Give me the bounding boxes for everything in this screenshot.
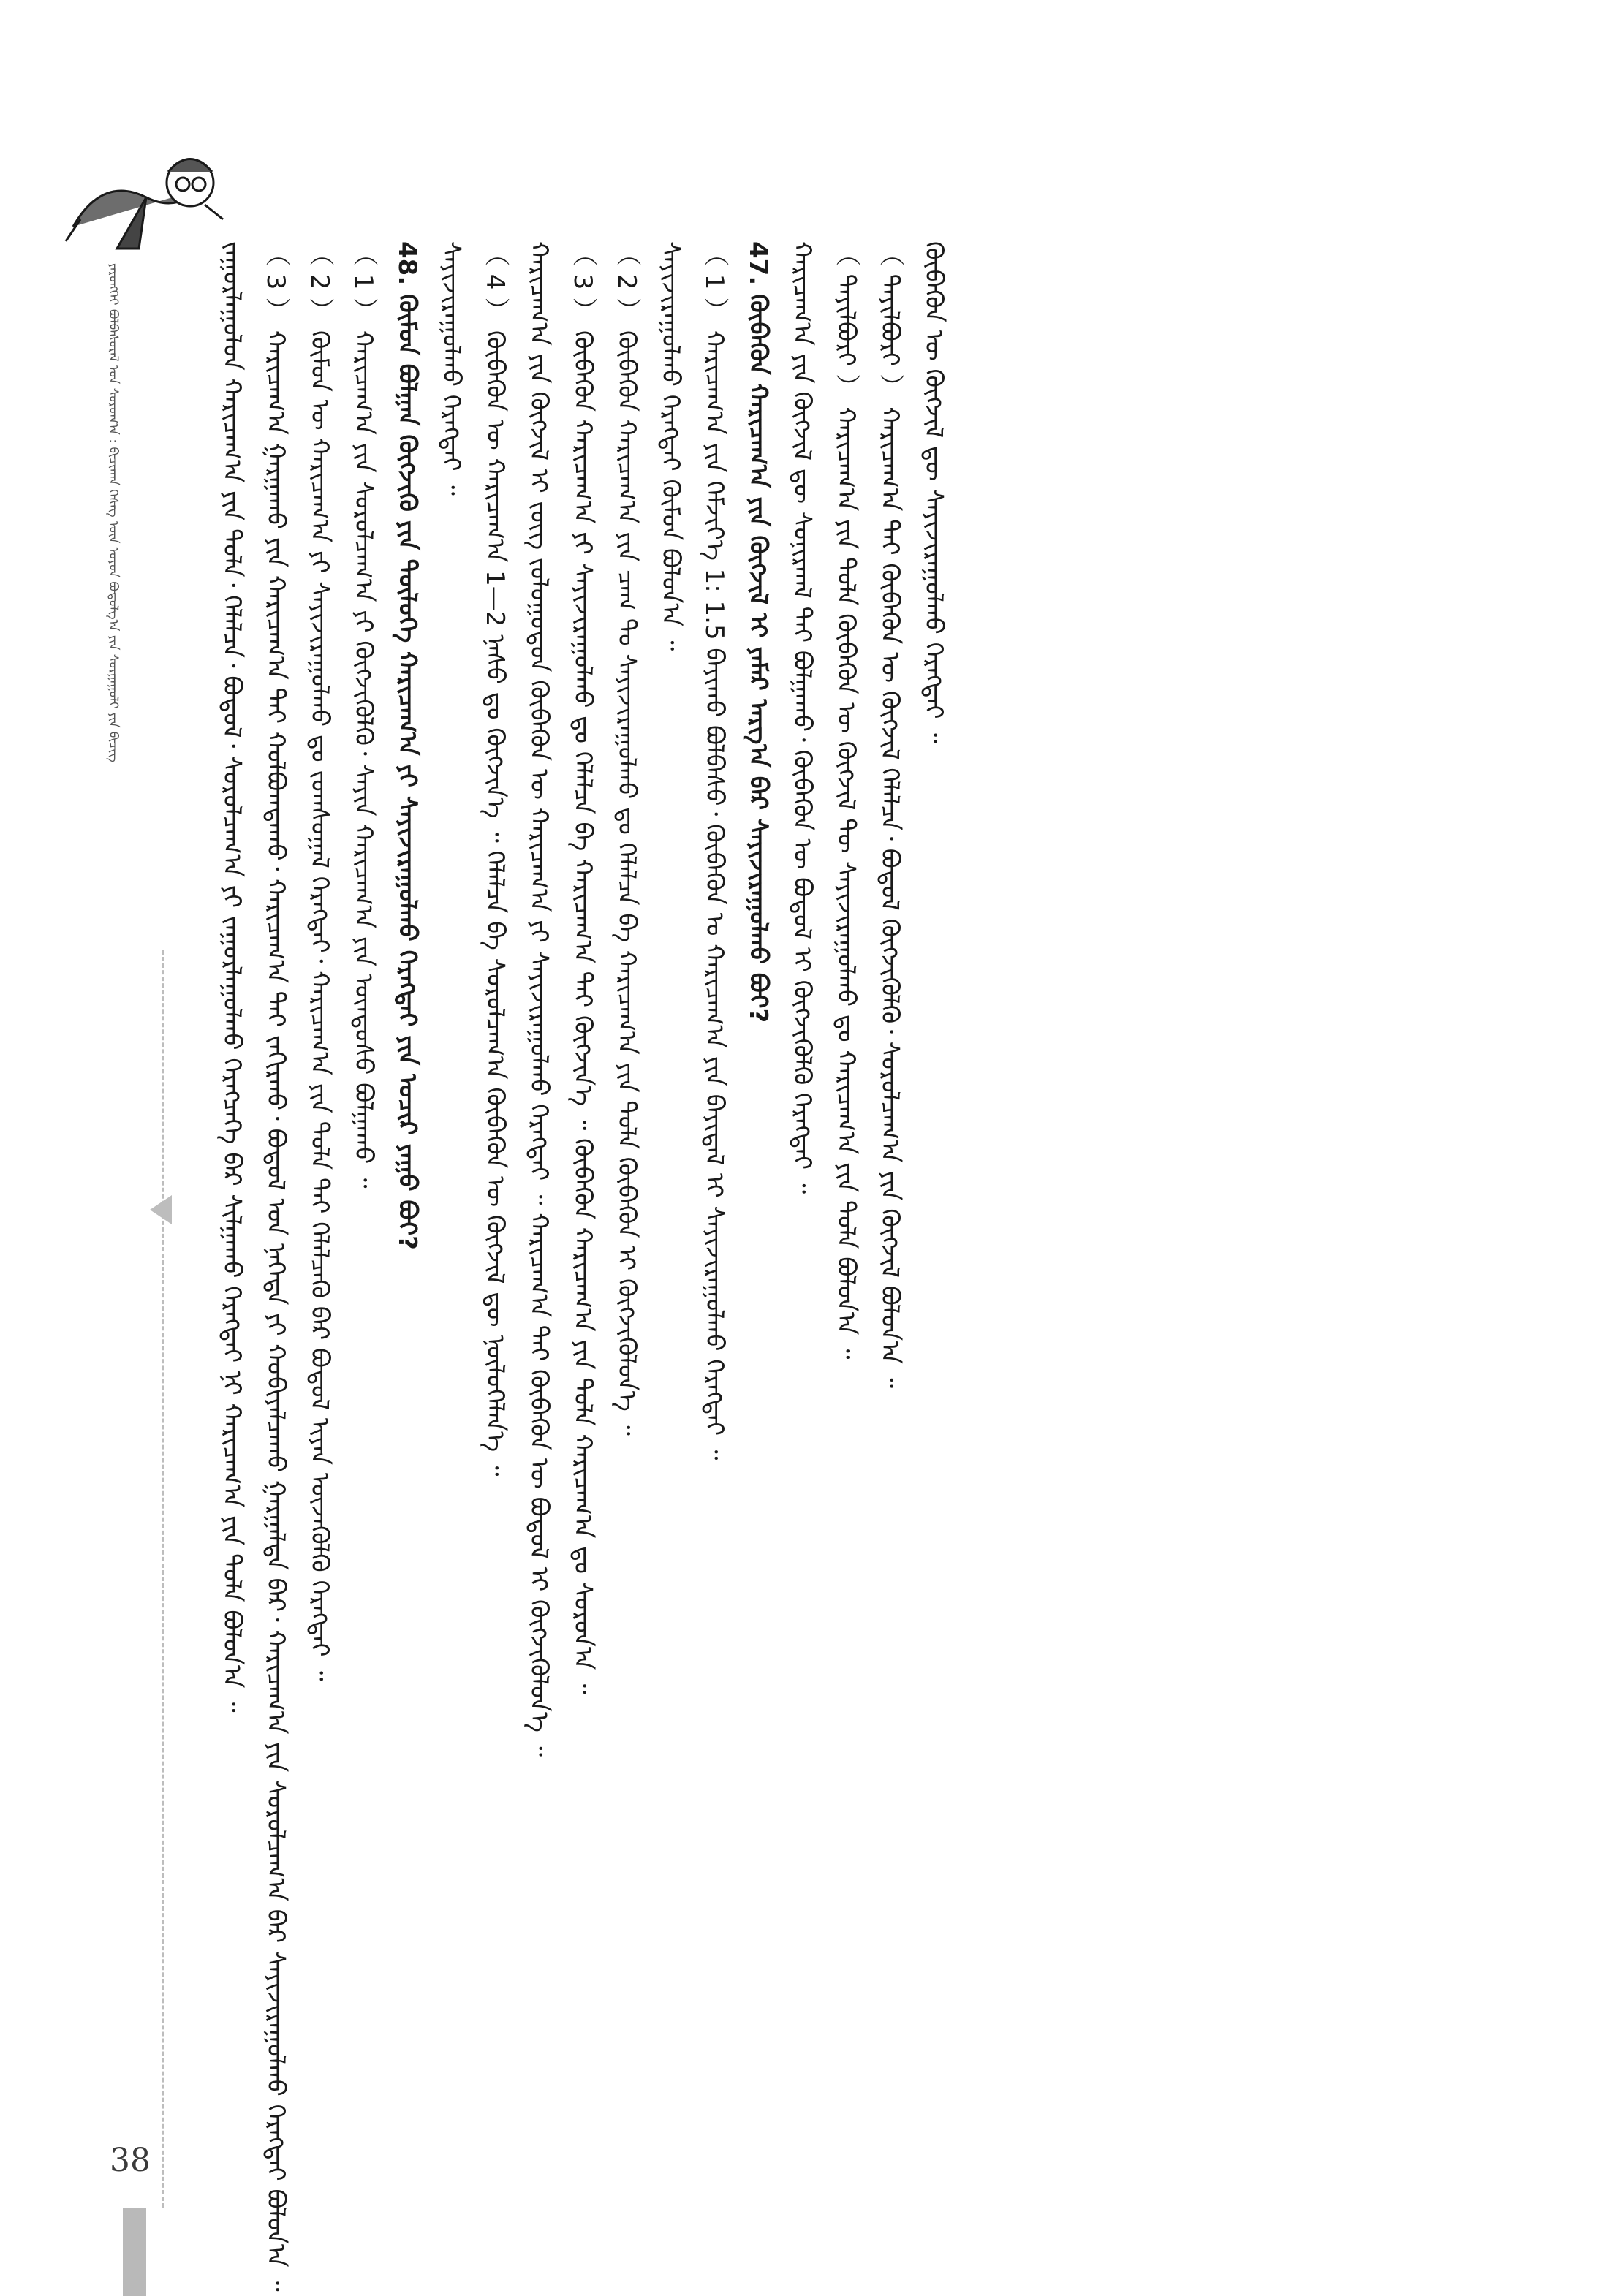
text-line: （ 3 ） ᠬᠥᠪᠡᠭᠦᠨ ᠬᠠᠷᠢᠴᠠᠭ᠎ᠠ ᠶᠢ ᠰᠠᠶᠢᠵᠢᠷᠠᠭᠤᠯᠬᠤ ᠳᠤ ᠬᠡᠯᠡᠯᠴᠡ ᠪᠠ ᠬᠠᠷᠢᠴᠠᠭ᠎ᠠ ᠲᠠᠢ ᠬᠥᠭᠵᠢᠨ᠎ᠡ ᠃ ᠬᠥᠪᠡᠭᠦᠨ ᠬᠠᠷᠢᠴᠠᠭ᠎ᠠ ᠶᠢᠨ ᠲᠤᠯᠠ ᠬᠠᠷᠢᠴᠠᠭ᠎ᠠ ᠳᠤ ᠰᠤᠷᠤᠨ᠎ᠠ ᠃ xyxy=(568,241,597,1694)
text-line: （ ᠲᠠᠶᠢᠯᠪᠤᠷᠢ ） ᠬᠠᠷᠢᠴᠠᠭ᠎ᠠ ᠲᠠᠢ ᠬᠥᠪᠡᠭᠦᠨ ᠦ ᠬᠥᠭᠵᠢᠯ ᠬᠡᠯᠡᠯᠴᠡ᠂ ᠪᠣᠳᠣᠯ ᠬᠥᠭᠵᠢᠭᠦᠯᠬᠦ᠂ ᠰᠤᠷᠤᠯᠴᠠᠭ᠎ᠠ ᠶᠢᠨ ᠬᠥᠭᠵᠢᠯ ᠪᠣᠯᠤᠨ᠎ᠠ ᠃ xyxy=(875,241,904,1388)
text-line: ᠬᠠᠷᠢᠴᠠᠭ᠎ᠠ ᠶᠢᠨ ᠬᠥᠭᠵᠢᠯ ᠢ ᠵᠦᠭ ᠵᠤᠯᠤᠭᠤᠳᠤᠨ ᠬᠥᠪᠡᠭᠦᠨ ᠦ ᠬᠠᠷᠢᠴᠠᠭ᠎ᠠ ᠶᠢ ᠰᠠᠶᠢᠵᠢᠷᠠᠭᠤᠯᠬᠤ ᠬᠡᠷᠡᠭᠲᠡᠢ ᠃ ᠬᠠᠷᠢᠴᠠᠭ᠎ᠠ ᠲᠠᠢ ᠬᠥᠪᠡᠭᠦᠨ ᠦ ᠪᠣᠳᠣᠯ ᠢ ᠬᠥᠭᠵᠢᠭᠦᠯᠦᠨ᠎ᠡ ᠃ xyxy=(524,241,553,1757)
page-edge-tab xyxy=(123,2208,146,2296)
mascot-illustration xyxy=(58,132,227,278)
page-number: 38 xyxy=(110,2142,151,2179)
text-line: （ 2 ） ᠬᠦᠮᠦᠨ ᠦ ᠬᠠᠷᠢᠴᠠᠭ᠎ᠠ ᠶᠢ ᠰᠠᠶᠢᠵᠢᠷᠠᠭᠤᠯᠬᠤ ᠳᠤ ᠵᠤᠭᠰᠤᠭᠠᠯ ᠬᠡᠷᠡᠭᠳᠡᠢ᠂ ᠬᠠᠷᠢᠴᠠᠭ᠎ᠠ ᠶᠢᠨ ᠲᠤᠯᠠ ᠲᠠᠢ ᠬᠡᠯᠡᠯᠴᠡᠬᠦ ᠪᠠᠷ ᠪᠣᠳᠣᠯ ᠢᠶᠠᠨ ᠦᠵᠡᠭᠦᠯᠬᠦ ᠬᠡᠷᠡᠭᠲᠡᠢ ᠃ xyxy=(305,241,334,1681)
text-line: （ 2 ） ᠬᠥᠪᠡᠭᠦᠨ ᠬᠠᠷᠢᠴᠠᠭ᠎ᠠ ᠶᠢᠨ ᠴᠠᠭ ᠲᠤ ᠰᠠᠶᠢᠵᠢᠷᠠᠭᠤᠯᠬᠤ ᠳᠤ ᠬᠡᠯᠡᠯᠴᠡ ᠪᠠ ᠬᠠᠷᠢᠴᠠᠭ᠎ᠠ ᠶᠢᠨ ᠲᠤᠯᠠ ᠬᠥᠪᠡᠭᠦᠨ ᠢ ᠬᠥᠭᠵᠢᠭᠦᠯᠦᠨ᠎ᠡ ᠃ xyxy=(612,241,641,1436)
text-line: ᠬᠠᠷᠢᠴᠠᠭ᠎ᠠ ᠶᠢᠨ ᠬᠥᠭᠵᠢᠯ ᠳᠦ ᠰᠣᠨᠢᠷᠬᠠᠯ ᠲᠠᠢ ᠪᠣᠯᠭᠠᠬᠤ᠂ ᠬᠥᠪᠡᠭᠦᠨ ᠦ ᠪᠣᠳᠣᠯ ᠢ ᠬᠥᠭᠵᠢᠭᠦᠯᠬᠦ ᠬᠡᠷᠡᠭᠲᠡᠢ ᠃ xyxy=(787,241,817,1194)
text-line: ᠵᠠᠭᠤᠷᠯᠠᠭᠤᠯᠤᠨ ᠬᠠᠷᠢᠴᠠᠭ᠎ᠠ ᠶᠢᠨ ᠲᠤᠯᠠ᠂ ᠬᠡᠯᠡᠯᠴᠡ᠂ ᠪᠣᠳᠣᠯ᠂ ᠰᠤᠷᠤᠯᠴᠠᠭ᠎ᠠ ᠶᠢ ᠵᠠᠭᠤᠷᠯᠠᠭᠤᠯᠬᠤ ᠬᠡᠷᠡᠭᠴᠡᠭᠡ ᠪᠠᠷ ᠰᠢᠯᠭᠠᠬᠤ ᠬᠡᠷᠡᠭᠳᠡᠢ ᠨᠢ ᠬᠠᠷᠢᠴᠠᠭ᠎ᠠ ᠶᠢᠨ ᠲᠤᠯᠠ ᠪᠣᠯᠤᠨ᠎ᠠ ᠃ xyxy=(217,241,246,1713)
text-line: ᠬᠥᠪᠡᠭᠦᠨ ᠦ ᠬᠥᠭᠵᠢᠯ ᠳᠦ ᠰᠠᠶᠢᠵᠢᠷᠠᠭᠤᠯᠬᠤ ᠬᠡᠷᠡᠭᠲᠡᠢ ᠃ xyxy=(919,241,948,743)
text-line: ᠰᠠᠶᠢᠵᠢᠷᠠᠭᠤᠯᠬᠤ ᠬᠡᠷᠡᠭᠲᠡᠢ ᠃ xyxy=(436,241,466,496)
text-line: （ 4 ） ᠬᠥᠪᠡᠭᠦᠨ ᠦ ᠬᠠᠷᠢᠴᠠᠭ᠎ᠠ 1—2 ᠨᠠᠰᠤ ᠳᠤ ᠬᠥᠭᠵᠢᠨ᠎ᠡ ᠃ ᠬᠡᠯᠡᠯᠴᠡ ᠪᠠ ᠰᠤᠷᠤᠯᠴᠠᠭ᠎ᠠ ᠬᠥᠪᠡᠭᠦᠨ ᠦ ᠬᠥᠭᠵᠢᠯ ᠳᠦ ᠨᠥᠯᠦᠭᠡᠯᠡᠨ᠎ᠡ ᠃ xyxy=(480,241,510,1477)
text-line: （ 1 ） ᠬᠠᠷᠢᠴᠠᠭ᠎ᠠ ᠶᠢᠨ ᠬᠡᠮᠵᠢᠶ᠎ᠡ 1: 1.5 ᠪᠠᠶᠢᠬᠤ ᠪᠣᠯᠪᠠᠰᠤ᠂ ᠬᠥᠪᠡᠭᠦᠨ ᠤ ᠬᠠᠷᠢᠴᠠᠭ᠎ᠠ ᠶᠢᠨ ᠪᠠᠶᠢᠳᠠᠯ ᠢ ᠰᠠᠶᠢᠵᠢᠷᠠᠭᠤᠯᠬᠤ ᠬᠡᠷᠡᠭᠲᠡᠢ ᠃ xyxy=(700,241,729,1460)
question-heading: 48. ᠬᠦᠮᠦᠨ ᠪᠣᠯᠭᠠᠨ ᠬᠥᠭᠵᠢᠬᠦ ᠶᠢᠨ ᠲᠥᠯᠦᠭᠡ ᠬᠠᠷᠢᠴᠠᠭ᠎ᠠ ᠶᠢ ᠰᠠᠶᠢᠵᠢᠷᠠᠭᠤᠯᠬᠤ ᠬᠡᠷᠡᠭᠲᠡᠢ ᠶᠢᠨ ᠤᠴᠢᠷ ᠶᠠᠭᠤ ᠪᠤᠢ? xyxy=(393,241,422,1250)
running-title: ᠶᠡᠷᠦᠩᠬᠡᠢ ᠪᠣᠯᠪᠠᠰᠤᠷᠠᠯ ᠤᠨ ᠰᠤᠷᠤᠭ᠎ᠠ : ᠪᠢᠴᠢᠬᠠᠨ ᠬᠡᠰᠡᠭ ᠦᠨ ᠣᠶᠤᠨ ᠪᠤᠳᠤᠯᠭ᠎ᠠ ᠶᠢᠨ ᠰᠤᠷᠭᠠᠭᠤᠯᠢ ᠶᠢᠨ ᠪᠢᠴᠢᠭ xyxy=(106,263,121,762)
arrow-icon xyxy=(150,1195,172,1224)
text-line: （ 1 ） ᠬᠠᠷᠢᠴᠠᠭ᠎ᠠ ᠶᠢᠨ ᠰᠤᠷᠤᠯᠴᠠᠭ᠎ᠠ ᠶᠢ ᠬᠥᠭᠵᠢᠭᠦᠯᠬᠦ᠂ ᠰᠠᠶᠢᠨ ᠬᠠᠷᠢᠴᠠᠭ᠎ᠠ ᠶᠢᠨ ᠦᠨᠳᠦᠰᠦ ᠪᠣᠯᠭᠠᠬᠤ ᠃ xyxy=(349,241,378,1189)
text-line: ᠰᠠᠶᠢᠵᠢᠷᠠᠭᠤᠯᠬᠤ ᠬᠡᠷᠡᠭᠲᠡᠢ ᠬᠦᠮᠦᠨ ᠪᠣᠯᠤᠨ᠎ᠠ ᠃ xyxy=(656,241,685,651)
text-line: （ ᠲᠠᠶᠢᠯᠪᠤᠷᠢ ） ᠬᠠᠷᠢᠴᠠᠭ᠎ᠠ ᠶᠢᠨ ᠲᠤᠯᠠ ᠬᠥᠪᠡᠭᠦᠨ ᠦ ᠬᠥᠭᠵᠢᠯ ᠲᠦ ᠰᠠᠶᠢᠵᠢᠷᠠᠭᠤᠯᠬᠤ ᠳᠤ ᠬᠠᠷᠢᠴᠠᠭ᠎ᠠ ᠶᠢᠨ ᠲᠤᠯᠠ ᠪᠣᠯᠤᠨ᠎ᠠ ᠃ xyxy=(831,241,860,1360)
header-divider xyxy=(162,950,164,2208)
question-heading: 47. ᠬᠥᠪᠡᠭᠦᠨ ᠬᠠᠷᠢᠴᠠᠭ᠎ᠠ ᠶᠢᠨ ᠬᠥᠭᠵᠢᠯ ᠢ ᠶᠠᠮᠠᠷ ᠠᠷᠭ᠎ᠠ ᠪᠠᠷ ᠰᠠᠶᠢᠵᠢᠷᠠᠭᠤᠯᠬᠤ ᠪᠤᠢ? xyxy=(744,241,773,1023)
text-line: （ 3 ） ᠬᠠᠷᠢᠴᠠᠭ᠎ᠠ ᠭᠠᠷᠭᠠᠬᠤ ᠶᠢᠨ ᠬᠠᠷᠢᠴᠠᠭ᠎ᠠ ᠲᠠᠢ ᠬᠣᠯᠪᠣᠭᠳᠠᠬᠤ᠂ ᠬᠠᠷᠢᠴᠠᠭ᠎ᠠ ᠲᠠᠢ ᠵᠠᠬᠢᠷᠬᠤ᠂ ᠪᠣᠳᠣᠯ ᠤᠨ ᠨᠡᠭᠡᠳᠡ ᠶᠢ ᠬᠤᠪᠢᠶᠠᠯᠴᠠᠬᠤ ᠭᠠᠷᠭᠠᠯᠲᠠ ᠪᠠᠷ᠂ ᠬᠠᠷᠢᠴᠠᠭ᠎ᠠ ᠶᠢᠨ ᠰᠤᠷᠤᠯᠴᠠᠭ᠎ᠠ ᠪᠡᠷ ᠰᠠᠶᠢᠵᠢᠷᠠᠭᠤᠯᠬᠤ ᠬᠡᠷᠡᠭᠲᠡᠢ ᠪᠣᠯᠤᠨ᠎ᠠ ᠃ xyxy=(261,241,290,2292)
